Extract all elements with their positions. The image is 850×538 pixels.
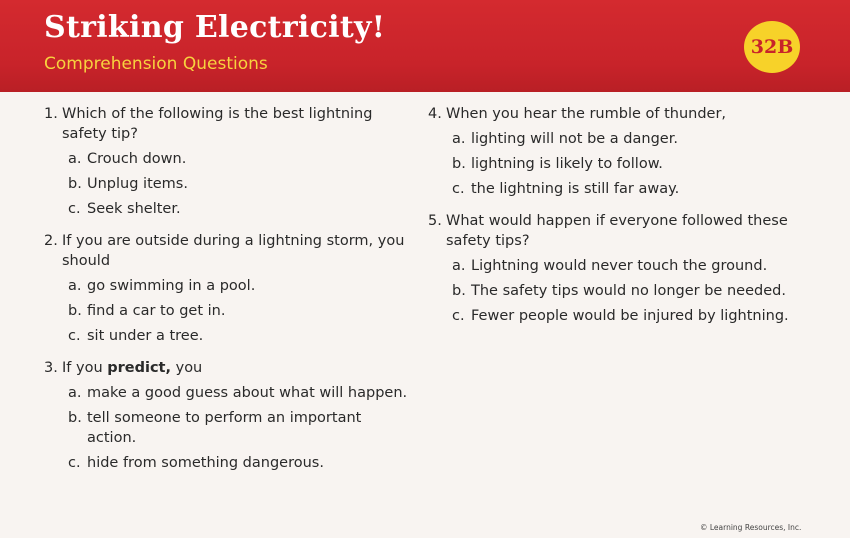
question-4 <box>428 104 808 199</box>
answer-text: tell someone to perform an important action. <box>87 410 362 446</box>
answer-letter: b. <box>452 156 466 172</box>
answer-list <box>68 276 414 346</box>
answer-option <box>68 453 414 473</box>
copyright-notice: © Learning Resources, Inc. <box>700 523 802 532</box>
answer-letter: c. <box>68 201 81 217</box>
answer-letter: c. <box>452 308 465 324</box>
answer-text: Seek shelter. <box>87 201 181 217</box>
question-text: What would happen if everyone followed these safety tips? <box>446 213 788 249</box>
answer-text: make a good guess about what will happen. <box>87 385 408 401</box>
answer-text: go swimming in a pool. <box>87 278 256 294</box>
answer-text: Crouch down. <box>87 151 187 167</box>
answer-letter: c. <box>68 455 81 471</box>
answer-option <box>68 174 414 194</box>
answer-option <box>68 199 414 219</box>
question-text: When you hear the rumble of thunder, <box>446 106 727 122</box>
question-5 <box>428 211 808 326</box>
answer-text: find a car to get in. <box>87 303 226 319</box>
left-question-column <box>44 104 414 485</box>
answer-text: Lightning would never touch the ground. <box>471 258 768 274</box>
answer-option <box>452 154 808 174</box>
answer-list <box>68 149 414 219</box>
answer-text: Unplug items. <box>87 176 188 192</box>
answer-text: The safety tips would no longer be needed. <box>471 283 786 299</box>
page-title: Striking Electricity! <box>44 10 386 45</box>
answer-list <box>452 256 808 326</box>
answer-option <box>68 383 414 403</box>
answer-list <box>452 129 808 199</box>
question-2 <box>44 231 414 346</box>
answer-letter: a. <box>452 258 466 274</box>
card-header <box>0 0 850 92</box>
card-number-badge: 32B <box>744 21 800 73</box>
answer-letter: b. <box>452 283 466 299</box>
answer-option <box>68 408 414 448</box>
question-number: 2. <box>44 233 58 249</box>
answer-list <box>68 383 414 473</box>
answer-letter: b. <box>68 303 82 319</box>
vocabulary-word: predict, <box>107 360 171 376</box>
answer-text: hide from something dangerous. <box>87 455 324 471</box>
answer-letter: a. <box>68 151 82 167</box>
answer-letter: a. <box>68 278 82 294</box>
answer-letter: c. <box>68 328 81 344</box>
answer-text: lighting will not be a danger. <box>471 131 678 147</box>
question-text: Which of the following is the best lightning safety tip? <box>62 106 373 142</box>
question-number: 1. <box>44 106 58 122</box>
question-number: 5. <box>428 213 442 229</box>
answer-letter: b. <box>68 176 82 192</box>
question-text <box>62 358 414 378</box>
answer-option <box>452 179 808 199</box>
question-3 <box>44 358 414 473</box>
answer-letter: a. <box>68 385 82 401</box>
answer-text: the lightning is still far away. <box>471 181 680 197</box>
question-number: 3. <box>44 360 58 376</box>
answer-letter: a. <box>452 131 466 147</box>
answer-text: lightning is likely to follow. <box>471 156 663 172</box>
question-1 <box>44 104 414 219</box>
answer-option <box>452 306 808 326</box>
answer-letter: c. <box>452 181 465 197</box>
right-question-column <box>428 104 808 338</box>
answer-option <box>452 256 808 276</box>
answer-option <box>68 149 414 169</box>
answer-text: Fewer people would be injured by lightning. <box>471 308 789 324</box>
question-text: If you are outside during a lightning storm, you should <box>62 233 405 269</box>
answer-option <box>452 281 808 301</box>
answer-option <box>68 276 414 296</box>
question-text-after: you <box>171 360 203 376</box>
answer-text: sit under a tree. <box>87 328 204 344</box>
page-subtitle: Comprehension Questions <box>44 54 268 74</box>
answer-option <box>452 129 808 149</box>
question-text-before: If you <box>62 360 108 376</box>
question-number: 4. <box>428 106 442 122</box>
answer-option <box>68 301 414 321</box>
answer-letter: b. <box>68 410 82 426</box>
answer-option <box>68 326 414 346</box>
